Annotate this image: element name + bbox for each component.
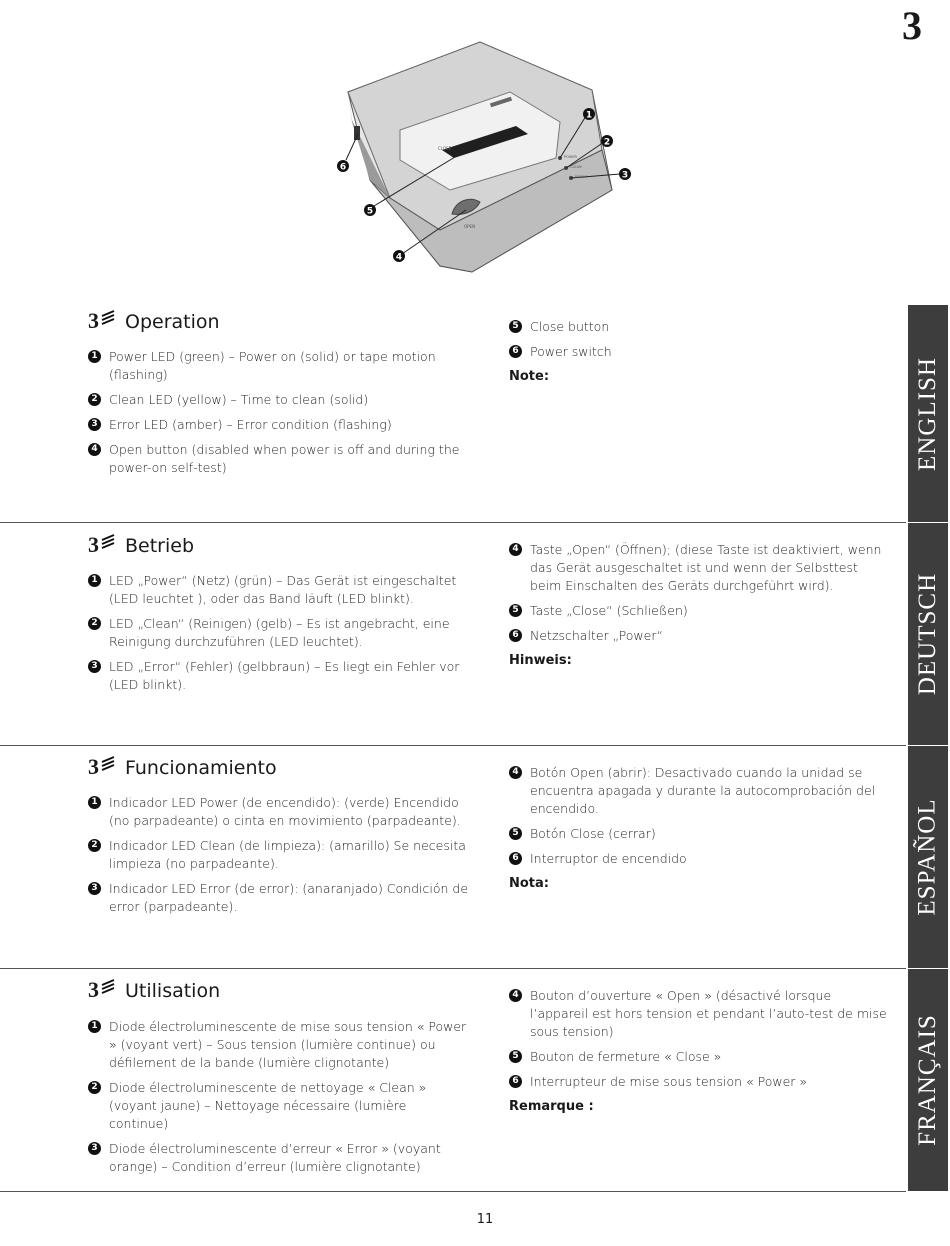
item-text: LED „Error“ (Fehler) (gelbbraun) – Es liegt ein Fehler vor (LED blinkt). (109, 659, 460, 692)
section-heading-deutsch (88, 532, 194, 558)
item-text: Botón Open (abrir): Desactivado cuando la unidad se encuentra apagada y durante la autocomprobación del encendido. (530, 765, 876, 816)
list-item (88, 615, 468, 651)
item-text: Diode électroluminescente d’erreur « Error » (voyant orange) – Condition d’erreur (lumière clignotante) (109, 1141, 441, 1174)
note-label: Remarque : (509, 1099, 594, 1114)
list-item (509, 343, 889, 361)
bullet-number: 6 (509, 852, 522, 865)
bullet-number: 4 (88, 443, 101, 456)
list-item (88, 416, 468, 434)
list-item (509, 987, 889, 1041)
chapter-mark-icon (101, 310, 115, 326)
page-number-bottom: 11 (476, 1212, 494, 1227)
language-tab-english[interactable] (908, 305, 948, 522)
list-item (509, 627, 889, 645)
note-label: Hinweis: (509, 653, 572, 668)
list-item (88, 391, 468, 409)
callout-6: 6 (339, 162, 347, 173)
chapter-mark-icon (101, 534, 115, 550)
bullet-number: 4 (509, 766, 522, 779)
english-right-column (509, 318, 889, 386)
item-text: Clean LED (yellow) – Time to clean (solid) (109, 392, 369, 407)
bullet-number: 3 (88, 1142, 101, 1155)
bullet-number: 2 (88, 1081, 101, 1094)
item-text: Netzschalter „Power“ (530, 628, 663, 643)
list-item (88, 441, 468, 477)
section-number: 3 (88, 532, 99, 557)
item-text: LED „Power“ (Netz) (grün) – Das Gerät ist eingeschaltet (LED leuchtet ), oder das Band läuft (LED blinkt). (109, 573, 457, 606)
device-label-clean: CLEAN (570, 165, 582, 169)
list-item (88, 837, 468, 873)
item-text: LED „Clean“ (Reinigen) (gelb) – Es ist angebracht, eine Reinigung durchzuführen (LED leuchtet). (109, 616, 450, 649)
item-text: Bouton de fermeture « Close » (530, 1049, 722, 1064)
item-text: Bouton d’ouverture « Open » (désactivé lorsque l’appareil est hors tension et pendant l’auto-test de mise sous tension) (530, 988, 887, 1039)
list-item (88, 880, 468, 916)
list-item (88, 1079, 468, 1133)
section-divider (0, 968, 906, 969)
bullet-number: 6 (509, 629, 522, 642)
section-title: Operation (125, 311, 220, 333)
item-text: Diode électroluminescente de nettoyage « Clean » (voyant jaune) – Nettoyage nécessaire (lumière continue) (109, 1080, 427, 1131)
callout-5: 5 (366, 206, 374, 217)
language-tab-francais[interactable] (908, 969, 948, 1191)
list-item (88, 794, 468, 830)
section-number: 3 (88, 308, 99, 333)
english-left-column (88, 348, 468, 484)
bullet-number: 5 (509, 827, 522, 840)
bullet-number: 2 (88, 839, 101, 852)
bullet-number: 2 (88, 617, 101, 630)
list-item (509, 541, 889, 595)
section-title: Betrieb (125, 535, 195, 557)
item-text: Error LED (amber) – Error condition (flashing) (109, 417, 392, 432)
language-tab-espanol[interactable] (908, 746, 948, 968)
list-item (88, 1140, 468, 1176)
note-label: Note: (509, 369, 550, 384)
bullet-number: 6 (509, 345, 522, 358)
device-label-open: OPEN (464, 224, 476, 229)
section-number: 3 (88, 977, 99, 1002)
bullet-number: 3 (88, 882, 101, 895)
list-item (88, 1018, 468, 1072)
item-text: Indicador LED Clean (de limpieza): (amarillo) Se necesita limpieza (no parpadeante). (109, 838, 466, 871)
espanol-left-column (88, 794, 468, 923)
callout-1: 1 (585, 110, 593, 121)
item-text: Power switch (530, 344, 612, 359)
bullet-number: 5 (509, 1050, 522, 1063)
chapter-mark-icon (101, 979, 115, 995)
callout-4: 4 (395, 252, 403, 263)
bullet-number: 1 (88, 796, 101, 809)
list-item (509, 1048, 889, 1066)
item-text: Indicador LED Power (de encendido): (verde) Encendido (no parpadeante) o cinta en movimiento (parpadeante). (109, 795, 461, 828)
bullet-number: 4 (509, 989, 522, 1002)
page-number-top: 3 (902, 3, 922, 48)
francais-right-column (509, 987, 889, 1116)
list-item (88, 658, 468, 694)
item-text: Indicador LED Error (de error): (anaranjado) Condición de error (parpadeante). (109, 881, 469, 914)
language-tab-deutsch[interactable] (908, 523, 948, 745)
device-label-close: CLOSE (438, 146, 452, 151)
section-title: Utilisation (125, 980, 221, 1002)
section-number: 3 (88, 754, 99, 779)
callout-2: 2 (603, 137, 611, 148)
list-item (509, 850, 889, 868)
section-divider (0, 745, 906, 746)
tab-label: ESPAÑOL (914, 798, 941, 916)
device-label-error: ERROR (575, 175, 588, 179)
list-item (509, 318, 889, 336)
item-text: Taste „Close“ (Schließen) (530, 603, 688, 618)
bullet-number: 5 (509, 320, 522, 333)
deutsch-right-column (509, 541, 889, 670)
list-item (88, 572, 468, 608)
callout-3: 3 (621, 170, 629, 181)
section-title: Funcionamiento (125, 757, 277, 779)
section-divider (0, 522, 906, 523)
list-item (509, 1073, 889, 1091)
list-item (509, 764, 889, 818)
section-heading-espanol (88, 754, 277, 780)
item-text: Diode électroluminescente de mise sous tension « Power » (voyant vert) – Sous tension (lumière continue) ou défilement de la bande (lumière clignotante) (109, 1019, 467, 1070)
section-heading-english (88, 308, 220, 334)
device-label-power: POWER (564, 155, 577, 159)
list-item (509, 825, 889, 843)
bullet-number: 4 (509, 543, 522, 556)
section-heading-francais (88, 977, 220, 1003)
bullet-number: 1 (88, 1020, 101, 1033)
item-text: Power LED (green) – Power on (solid) or tape motion (flashing) (109, 349, 436, 382)
list-item (88, 348, 468, 384)
bullet-number: 2 (88, 393, 101, 406)
espanol-right-column (509, 764, 889, 893)
deutsch-left-column (88, 572, 468, 701)
item-text: Interruptor de encendido (530, 851, 687, 866)
tab-label: ENGLISH (914, 356, 941, 471)
item-text: Botón Close (cerrar) (530, 826, 656, 841)
item-text: Open button (disabled when power is off and during the power-on self-test) (109, 442, 460, 475)
francais-left-column (88, 1018, 468, 1183)
bullet-number: 5 (509, 604, 522, 617)
chapter-mark-icon (101, 756, 115, 772)
tab-label: FRANÇAIS (914, 1014, 941, 1146)
item-text: Interrupteur de mise sous tension « Power » (530, 1074, 808, 1089)
tab-label: DEUTSCH (914, 572, 942, 696)
note-label: Nota: (509, 876, 549, 891)
list-item (509, 602, 889, 620)
bullet-number: 1 (88, 350, 101, 363)
item-text: Close button (530, 319, 610, 334)
bullet-number: 3 (88, 418, 101, 431)
section-divider (0, 1191, 906, 1192)
bullet-number: 3 (88, 660, 101, 673)
tape-drive-illustration (330, 30, 650, 290)
bullet-number: 6 (509, 1075, 522, 1088)
item-text: Taste „Open“ (Öffnen); (diese Taste ist deaktiviert, wenn das Gerät ausgeschaltet ist und wenn der Selbsttest beim Einschalten des Geräts durchgeführt wird). (530, 542, 882, 593)
bullet-number: 1 (88, 574, 101, 587)
